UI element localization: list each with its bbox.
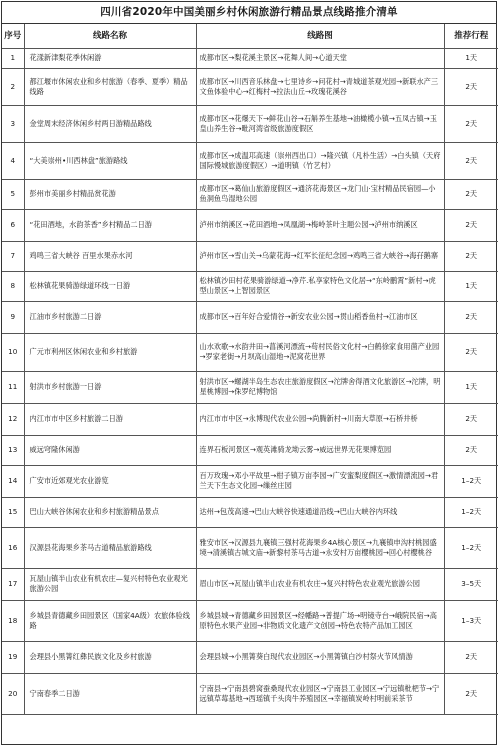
table-row	[2, 271, 498, 301]
route-name: 内江市市中区乡村旅游二日游	[24, 403, 196, 435]
row-number: 18	[2, 600, 24, 641]
route-name: 松林镇花果骑游绿道环线一日游	[24, 271, 196, 301]
route-name: 广元市利州区休闲农业和乡村旅游	[24, 333, 196, 371]
table-row	[2, 301, 498, 333]
route-days: 1–2天	[444, 465, 498, 497]
route-path: 泸州市区→雪山关→乌蒙花海→红军长征纪念园→鸡鸣三省大峡谷→海孖鹅寨	[196, 241, 444, 271]
table-row	[2, 641, 498, 673]
table-header-row	[2, 24, 498, 48]
table-row	[2, 371, 498, 403]
route-path: 松林镇沙田村花果骑游绿道→净芹.私享家特色文化居→“东岭鹏霄”新村→虎型山景区→上智园景区	[196, 271, 444, 301]
route-days: 1–2天	[444, 527, 498, 568]
route-path: 成都市区→梨花溪主景区→花舞人间→心道天堂	[196, 48, 444, 68]
route-days: 2天	[444, 403, 498, 435]
table-row	[2, 241, 498, 271]
route-name: 江油市乡村旅游二日游	[24, 301, 196, 333]
table-row	[2, 209, 498, 241]
row-number: 2	[2, 68, 24, 105]
table-row	[2, 142, 498, 179]
route-days: 1天	[444, 371, 498, 403]
route-path: 达州→包茂高速→巴山大峡谷快速通道沿线→巴山大峡谷内环线	[196, 497, 444, 527]
table-row	[2, 497, 498, 527]
route-name: 花漾新津梨花季休闲游	[24, 48, 196, 68]
row-number: 10	[2, 333, 24, 371]
row-number: 14	[2, 465, 24, 497]
row-number: 17	[2, 568, 24, 600]
route-name: “花田酒地，水韵茶香”乡村精品二日游	[24, 209, 196, 241]
route-name: 鸡鸣三省大峡谷 百里水果赤水河	[24, 241, 196, 271]
route-path: 乡城县城→青德藏乡田园景区→经幡路→普提广场→明镜寺台→峨院民宿→高原特色水果产业园→非物质文化遗产文创园→特色农特产品加工园区	[196, 600, 444, 641]
route-path: 连界石板河景区→观英滩骑龙坳云雾→威远世界无花果博览园	[196, 435, 444, 465]
route-name: 瓦屋山镇半山农业有机农庄—复兴村特色农业观光旅游公园	[24, 568, 196, 600]
table-row	[2, 435, 498, 465]
route-days: 2天	[444, 435, 498, 465]
route-path: 成都市区→百年好合爱情谷→新安农业公园→贯山稻香鱼村→江油市区	[196, 301, 444, 333]
route-name: 会理县小黑箐红彝民族文化及乡村旅游	[24, 641, 196, 673]
route-path: 百万玫瑰→邓小平故里→柑子镇万亩李园→广安蜜梨度假区→激情漂流园→君兰天下生态文化园→缫丝庄园	[196, 465, 444, 497]
table-row	[2, 105, 498, 142]
row-number: 6	[2, 209, 24, 241]
route-days: 2天	[444, 209, 498, 241]
route-days: 2天	[444, 333, 498, 371]
route-table	[2, 24, 498, 715]
route-name: 广安市近郊观光农业游览	[24, 465, 196, 497]
route-path: 泸州市纳溪区→花田酒地→凤凰湖→梅岭茶叶主题公园→泸州市纳溪区	[196, 209, 444, 241]
table-row	[2, 68, 498, 105]
route-days: 1天	[444, 271, 498, 301]
route-path: 射洪市区→螺湖半岛生态农庄旅游度假区→沱牌舍得酒文化旅游区→沱牌，明星桃博园→侏罗纪博物馆	[196, 371, 444, 403]
route-path: 成都市区→成温邛高速（崇州西出口）→隆兴镇（凡朴生活）→白头镇（天府国际慢城旅游度假区）→道明镇（竹艺村）	[196, 142, 444, 179]
route-path: 眉山市区→瓦屋山镇半山农业有机农庄→复兴村特色农业观光旅游公园	[196, 568, 444, 600]
route-days: 2天	[444, 68, 498, 105]
row-number: 11	[2, 371, 24, 403]
table-row	[2, 333, 498, 371]
row-number: 16	[2, 527, 24, 568]
route-name: 汉源县花海果乡茶马古道精品旅游路线	[24, 527, 196, 568]
table-row	[2, 673, 498, 714]
route-path: 成都市区→葛仙山旅游度假区→通济花海景区→龙门山·宝村精品民宿园—小鱼洞鱼鸟湿地公园	[196, 179, 444, 209]
table-row	[2, 465, 498, 497]
route-path: 成都市区→川西音乐林盘→七里诗乡→问花村→青城道茶观光园→新联水产三文鱼体验中心→红梅村→拉法山丘→玫瑰花溪谷	[196, 68, 444, 105]
row-number: 1	[2, 48, 24, 68]
route-days: 1–3天	[444, 600, 498, 641]
route-path: 雅安市区→汉源县九襄镇三强村花海果乡4A核心景区→九襄镇申沟村桃园盛境→清溪镇古城文庙→新黎村茶马古道→永安村万亩樱桃园→回心村樱桃谷	[196, 527, 444, 568]
recommendation-sheet	[1, 1, 497, 745]
route-days: 2天	[444, 241, 498, 271]
row-number: 19	[2, 641, 24, 673]
route-days: 2天	[444, 105, 498, 142]
table-row	[2, 179, 498, 209]
row-number: 20	[2, 673, 24, 714]
row-number: 3	[2, 105, 24, 142]
route-name: “大美崇州•川西林盘”旅游路线	[24, 142, 196, 179]
route-days: 2天	[444, 142, 498, 179]
route-days: 1–2天	[444, 497, 498, 527]
route-path: 会理县城→小黑箐葵白现代农业园区→小黑箐镇白沙村祭火节风情游	[196, 641, 444, 673]
header-route: 线路图	[196, 24, 444, 48]
table-row	[2, 527, 498, 568]
route-days: 2天	[444, 179, 498, 209]
row-number: 5	[2, 179, 24, 209]
row-number: 7	[2, 241, 24, 271]
route-name: 宁南春季二日游	[24, 673, 196, 714]
route-path: 山水欢歌→水韵井田→菖溪河漂流→苟村民俗文化村→白鹤徐家食用菌产业园→罗家老街→月坝高山湿地→泥窝花世界	[196, 333, 444, 371]
route-name: 威远穹隆休闲游	[24, 435, 196, 465]
header-no: 序号	[2, 24, 24, 48]
route-name: 彭州市美丽乡村精品赏花游	[24, 179, 196, 209]
table-row	[2, 403, 498, 435]
route-days: 2天	[444, 641, 498, 673]
route-days: 1天	[444, 48, 498, 68]
route-days: 3–5天	[444, 568, 498, 600]
route-days: 2天	[444, 301, 498, 333]
route-name: 金堂周末经济休闲乡村两日游精品路线	[24, 105, 196, 142]
row-number: 12	[2, 403, 24, 435]
route-name: 巴山大峡谷休闲农业和乡村旅游精品景点	[24, 497, 196, 527]
route-days: 2天	[444, 673, 498, 714]
row-number: 8	[2, 271, 24, 301]
table-row	[2, 568, 498, 600]
row-number: 9	[2, 301, 24, 333]
row-number: 13	[2, 435, 24, 465]
route-path: 宁南县→宁南县碧窝蚕桑现代农业园区→宁南县工业园区→宁远镇枇杷节→宁远镇草莓基地→西瑶镇千头肉牛养殖园区→幸福镇炭岭村明前采茶节	[196, 673, 444, 714]
row-number: 15	[2, 497, 24, 527]
route-name: 乡城县青德藏乡田园景区（国家4A级）农旅体验线路	[24, 600, 196, 641]
page-title: 四川省2020年中国美丽乡村休闲旅游行精品景点线路推介清单	[2, 2, 496, 24]
route-name: 都江堰市休闲农业和乡村旅游（春季、夏季）精品线路	[24, 68, 196, 105]
table-row	[2, 600, 498, 641]
route-path: 成都市区→花爆天下→鲜花山谷→石斛养生基地→油橄榄小镇→五凤古镇→玉皇山养生谷→毗河湾省级旅游度假区	[196, 105, 444, 142]
route-name: 射洪市乡村旅游一日游	[24, 371, 196, 403]
header-days: 推荐行程	[444, 24, 498, 48]
route-path: 内江市市中区→永博现代农业公园→尚腾新村→川南大草原→石桥井桥	[196, 403, 444, 435]
row-number: 4	[2, 142, 24, 179]
table-row	[2, 48, 498, 68]
header-name: 线路名称	[24, 24, 196, 48]
